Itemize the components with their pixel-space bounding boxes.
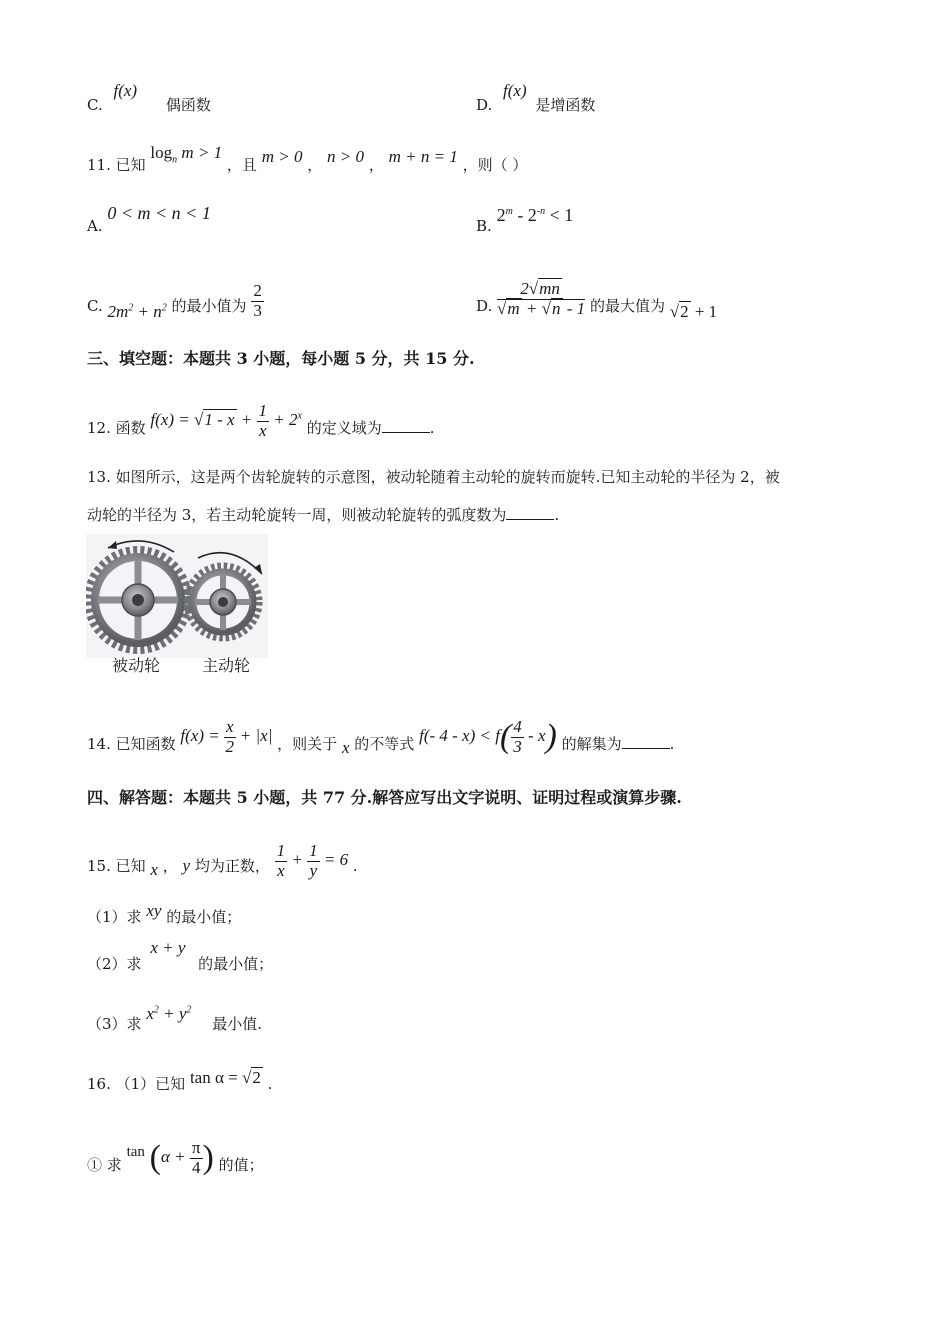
- numerator: 1: [309, 841, 318, 860]
- q14-inequality: f(- 4 - x) < f( $\frac{4}{3}$ - x): [419, 717, 557, 756]
- expr-rest: < 1: [545, 205, 574, 225]
- abs-term: + |x|: [235, 726, 273, 746]
- operator: +: [521, 298, 542, 318]
- cond-sum: m + n = 1: [388, 147, 458, 166]
- separator: ，: [368, 156, 384, 174]
- close-paren: ): [202, 1139, 214, 1177]
- variable: x: [341, 738, 350, 758]
- option-label: A.: [87, 217, 103, 235]
- q11-option-a: [87, 203, 211, 235]
- equals: = 6: [319, 850, 349, 870]
- func-fx: f(x): [503, 81, 527, 100]
- q15-part-2: [87, 938, 274, 973]
- q14: [87, 717, 675, 764]
- q14-func: [180, 717, 273, 756]
- denominator: 2: [225, 736, 234, 756]
- numerator: 2: [253, 281, 262, 300]
- coef: 2: [520, 279, 529, 298]
- variable-y: y: [182, 856, 191, 876]
- cond-log: [150, 143, 223, 166]
- period: .: [267, 1075, 273, 1093]
- exponent: 2: [128, 302, 134, 314]
- log-base: n: [172, 154, 178, 166]
- numerator: 1: [258, 401, 268, 420]
- part-text: 的最小值；: [198, 955, 274, 973]
- answer-blank[interactable]: [382, 431, 430, 433]
- q11-stem: [87, 143, 528, 177]
- driving-gear-icon: [187, 566, 259, 638]
- denominator: x: [277, 860, 285, 880]
- part-text: 最小值.: [212, 1015, 262, 1033]
- func: f(x) =: [180, 726, 224, 746]
- part-label: （3）求: [87, 1015, 142, 1033]
- question-number: 15. 已知: [87, 857, 146, 876]
- period: .: [429, 419, 435, 438]
- log-rest: m > 1: [181, 143, 223, 162]
- gear-figure: [86, 534, 268, 658]
- fraction: [511, 718, 524, 756]
- radicand: mn: [539, 279, 560, 298]
- part-text: 的最小值；: [166, 908, 242, 926]
- alpha-term: α +: [161, 1147, 190, 1167]
- term: + n: [133, 302, 162, 322]
- value-rest: + 1: [690, 302, 718, 322]
- fraction: [257, 402, 270, 440]
- q15-part-1: [87, 901, 242, 926]
- q11-option-d: [476, 279, 718, 326]
- denominator: 4: [191, 1157, 201, 1177]
- question-number: 14. 已知函数: [87, 735, 176, 754]
- separator: ，且: [226, 156, 257, 174]
- base: 2: [496, 205, 506, 225]
- operator: - 1: [562, 298, 586, 318]
- denominator: 3: [253, 300, 262, 320]
- log-text: log: [150, 143, 173, 162]
- fraction: [190, 1139, 203, 1177]
- question-text: 均为正数，: [194, 857, 270, 876]
- q10-option-d: [476, 81, 596, 114]
- question-number: 12. 函数: [87, 419, 146, 438]
- denominator: √m + √n - 1: [497, 298, 586, 318]
- caption-driving-gear: 主动轮: [202, 656, 251, 675]
- func: f(x) =: [150, 410, 194, 430]
- tan-text: tan: [126, 1144, 145, 1161]
- denominator: y: [309, 860, 318, 880]
- func-fx: f(x): [113, 81, 138, 100]
- q11-option-c: [87, 281, 264, 326]
- option-label: D.: [476, 297, 493, 316]
- q16-subpart-1: [87, 1138, 264, 1185]
- q13-line-2: [87, 508, 559, 523]
- section-4-title: 四、解答题：本题共 5 小题，共 77 分.解答应写出文字说明、证明过程或演算步骤.: [87, 788, 682, 807]
- exponent: m: [505, 206, 513, 217]
- radicand: m: [507, 298, 520, 318]
- caption-driven-gear: 被动轮: [112, 656, 161, 675]
- part-label: （1）求: [87, 908, 142, 926]
- option-text: 偶函数: [165, 96, 211, 114]
- question-suffix: ，则（ ）: [462, 156, 528, 174]
- q12: [87, 401, 435, 448]
- radicand: 2: [252, 1068, 261, 1087]
- option-text: 的最大值为: [589, 297, 665, 316]
- numerator: 2√mn: [497, 280, 585, 300]
- period: .: [669, 735, 675, 754]
- operator: +: [236, 410, 257, 430]
- ineq-rest: - x: [523, 726, 546, 746]
- open-paren: (: [149, 1139, 161, 1177]
- numerator: x: [225, 717, 234, 736]
- answer-blank[interactable]: [622, 747, 670, 749]
- question-text: 动轮的半径为 3，若主动轮旋转一周，则被动轮旋转的弧度数为: [87, 506, 507, 524]
- answer-blank[interactable]: [506, 518, 554, 520]
- exponent: 2: [186, 1004, 192, 1016]
- fraction: [251, 282, 264, 320]
- term: + y: [158, 1004, 187, 1023]
- cond-n-positive: n > 0: [327, 147, 365, 166]
- fraction: [224, 718, 236, 756]
- numerator: π: [191, 1138, 201, 1157]
- question-number: 11. 已知: [87, 156, 146, 174]
- question-text: ，则关于: [277, 735, 338, 754]
- fraction: [307, 842, 320, 880]
- part-label: ① 求: [87, 1156, 122, 1175]
- section-3-title: 三、填空题：本题共 3 小题，每小题 5 分，共 15 分.: [87, 349, 475, 368]
- part-text: 的值；: [218, 1156, 264, 1175]
- option-expr: [497, 205, 574, 225]
- exponent: -n: [536, 206, 546, 217]
- period: .: [352, 857, 358, 876]
- option-expr: [108, 302, 167, 321]
- option-label: C.: [87, 297, 103, 316]
- option-label: D.: [476, 96, 493, 114]
- q15-condition: [275, 841, 349, 880]
- variable-x: x: [150, 860, 158, 880]
- radicand: 1 - x: [204, 410, 235, 430]
- fraction: [275, 842, 288, 880]
- radicand: n: [552, 298, 561, 318]
- exponent: x: [297, 410, 302, 422]
- driven-gear-icon: [88, 550, 188, 650]
- q12-expr: f(x) = √1 - x + $\frac{1}{x}$ + $2^x$: [150, 401, 302, 440]
- question-suffix: 的解集为: [561, 735, 622, 754]
- question-suffix: 的定义域为: [306, 419, 382, 438]
- option-text: 是增函数: [535, 96, 596, 114]
- numerator: 1: [276, 841, 286, 860]
- operator: + 2: [269, 410, 298, 430]
- q15-part-3: [87, 1004, 262, 1033]
- denominator: x: [258, 420, 267, 440]
- q16-expr: tan α = √2: [189, 1068, 261, 1087]
- q13-line-1: 13. 如图所示，这是两个齿轮旋转的示意图，被动轮随着主动轮的旋转而旋转.已知主动轮的半径为 2，被: [87, 468, 780, 486]
- question-number: 16. （1）已知: [87, 1075, 186, 1093]
- fraction: [497, 280, 585, 318]
- option-label: C.: [87, 96, 103, 114]
- operator: +: [287, 850, 308, 870]
- option-text: 的最小值为: [171, 297, 247, 316]
- exponent: 2: [153, 1004, 159, 1016]
- part-expr: [146, 1004, 191, 1023]
- q11-option-b: [476, 205, 574, 235]
- period: .: [554, 506, 560, 524]
- denominator: 3: [513, 736, 522, 756]
- expr-mid: - 2: [512, 205, 537, 225]
- option-expr: 0 < m < n < 1: [107, 203, 211, 223]
- separator: ，: [162, 857, 178, 876]
- radicand: 2: [680, 302, 689, 322]
- part-expr: xy: [146, 901, 162, 920]
- option-value: √2 + 1: [669, 302, 718, 322]
- separator: ，: [307, 156, 323, 174]
- part-label: （2）求: [87, 955, 142, 973]
- part-expr: x + y: [150, 938, 186, 957]
- ineq-left: f(- 4 - x) < f: [419, 726, 500, 746]
- numerator: 4: [513, 717, 522, 736]
- exponent: 2: [161, 302, 167, 314]
- option-label: B.: [476, 217, 492, 235]
- term: 2m: [107, 302, 129, 322]
- tan-expr: tan α =: [189, 1068, 242, 1087]
- cond-m-positive: m > 0: [261, 147, 303, 166]
- q10-option-c: [87, 81, 211, 114]
- term: x: [146, 1004, 154, 1023]
- question-text: 的不等式: [354, 735, 415, 754]
- q16-stem: [87, 1068, 273, 1093]
- q15-stem: [87, 841, 358, 886]
